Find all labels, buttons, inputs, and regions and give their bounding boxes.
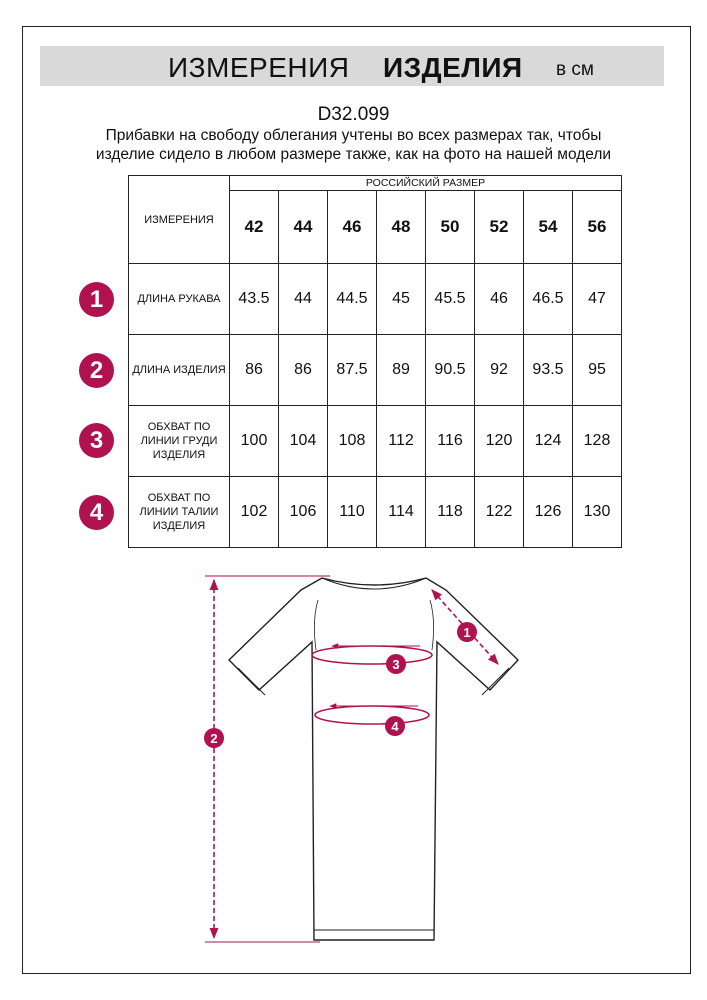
size-header: 46	[328, 191, 377, 264]
title-unit: в см	[556, 59, 594, 80]
cell-value: 43.5	[230, 264, 279, 335]
cell-value: 130	[573, 477, 622, 548]
row-number-badge: 2	[79, 353, 114, 388]
svg-text:2: 2	[210, 731, 218, 746]
marker-1	[457, 622, 477, 642]
cell-value: 122	[475, 477, 524, 548]
cell-value: 100	[230, 406, 279, 477]
cell-value: 95	[573, 335, 622, 406]
cell-value: 112	[377, 406, 426, 477]
cell-value: 89	[377, 335, 426, 406]
row-number-badge: 1	[79, 282, 114, 317]
cell-value: 90.5	[426, 335, 475, 406]
size-header: 56	[573, 191, 622, 264]
svg-text:4: 4	[391, 719, 399, 734]
row-label: ДЛИНА ИЗДЕЛИЯ	[129, 335, 230, 406]
size-header: 52	[475, 191, 524, 264]
size-header: 50	[426, 191, 475, 264]
cell-value: 102	[230, 477, 279, 548]
cell-value: 126	[524, 477, 573, 548]
row-label: ДЛИНА РУКАВА	[129, 264, 230, 335]
cell-value: 46	[475, 264, 524, 335]
cell-value: 86	[279, 335, 328, 406]
cell-value: 44.5	[328, 264, 377, 335]
cell-value: 46.5	[524, 264, 573, 335]
cell-value: 114	[377, 477, 426, 548]
cell-value: 86	[230, 335, 279, 406]
cell-value: 44	[279, 264, 328, 335]
cell-value: 124	[524, 406, 573, 477]
row-number-badge: 4	[79, 495, 114, 530]
svg-text:1: 1	[463, 625, 471, 640]
cell-value: 104	[279, 406, 328, 477]
size-header: 48	[377, 191, 426, 264]
row-number-badge: 3	[79, 423, 114, 458]
cell-value: 106	[279, 477, 328, 548]
title-measurements: ИЗМЕРЕНИЯ	[168, 52, 350, 83]
cell-value: 108	[328, 406, 377, 477]
article-code: D32.099	[317, 104, 390, 125]
cell-value: 128	[573, 406, 622, 477]
svg-text:3: 3	[392, 657, 400, 672]
cell-value: 45.5	[426, 264, 475, 335]
cell-value: 45	[377, 264, 426, 335]
title-product: ИЗДЕЛИЯ	[383, 52, 523, 83]
cell-value: 120	[475, 406, 524, 477]
marker-2	[204, 728, 224, 748]
size-system-label: РОССИЙСКИЙ РАЗМЕР	[230, 176, 622, 191]
cell-value: 110	[328, 477, 377, 548]
cell-value: 93.5	[524, 335, 573, 406]
cell-value: 118	[426, 477, 475, 548]
marker-4	[385, 716, 405, 736]
cell-value: 92	[475, 335, 524, 406]
cell-value: 116	[426, 406, 475, 477]
fit-note-line-1: Прибавки на свободу облегания учтены во всех размерах так, чтобы	[105, 127, 602, 144]
size-header: 42	[230, 191, 279, 264]
marker-3	[386, 654, 406, 674]
cell-value: 87.5	[328, 335, 377, 406]
cell-value: 47	[573, 264, 622, 335]
fit-note-line-2: изделие сидело в любом размере также, как на фото на нашей модели	[95, 146, 612, 163]
size-header: 44	[279, 191, 328, 264]
corner-label: ИЗМЕРЕНИЯ	[129, 176, 230, 264]
row-label: ОБХВАТ ПО ЛИНИИ ТАЛИИ ИЗДЕЛИЯ	[129, 477, 230, 548]
row-label: ОБХВАТ ПО ЛИНИИ ГРУДИ ИЗДЕЛИЯ	[129, 406, 230, 477]
size-header: 54	[524, 191, 573, 264]
